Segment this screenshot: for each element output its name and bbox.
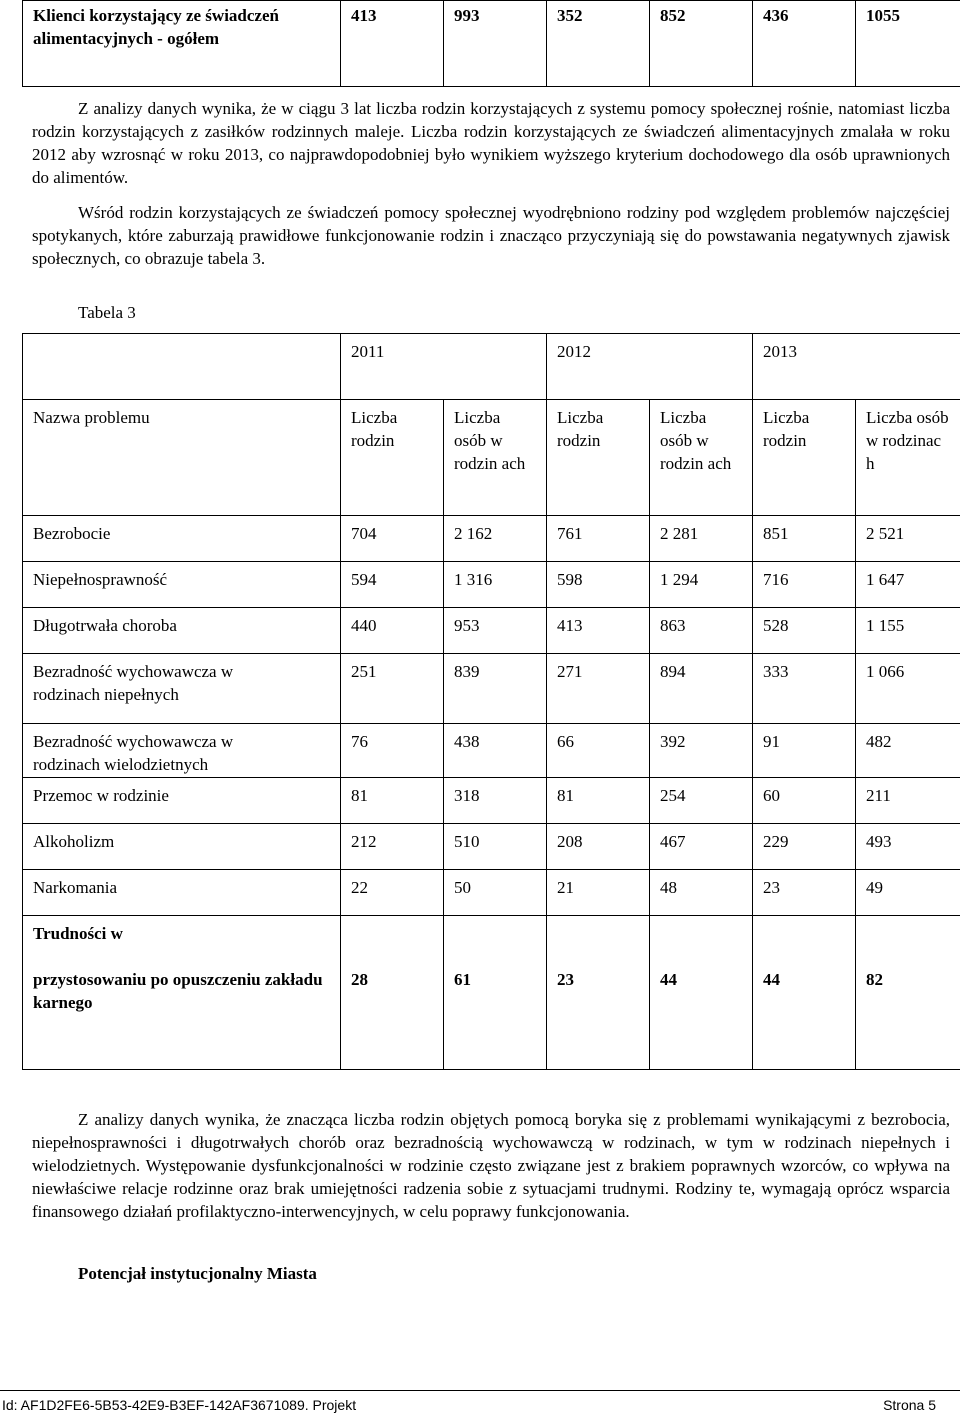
cell-value: 510	[444, 824, 547, 870]
row-name: Alkoholizm	[23, 824, 341, 870]
row-name: Bezradność wychowawcza w rodzinach niepełnych	[23, 654, 341, 724]
cell-value: 440	[341, 608, 444, 654]
cell-value: 208	[547, 824, 650, 870]
problems-table	[22, 333, 960, 1070]
summary-value: 852	[650, 1, 753, 87]
cell-value: 60	[753, 778, 856, 824]
table-row	[23, 870, 960, 916]
column-header: Liczba rodzin	[341, 400, 444, 516]
cell-value: 894	[650, 654, 753, 724]
cell-value: 81	[341, 778, 444, 824]
cell-value: 66	[547, 724, 650, 778]
section-heading: Potencjał instytucjonalny Miasta	[78, 1262, 317, 1285]
column-header: Liczba rodzin	[753, 400, 856, 516]
table-row	[23, 824, 960, 870]
summary-row	[23, 1, 960, 87]
cell-value: 229	[753, 824, 856, 870]
row-name: Bezrobocie	[23, 516, 341, 562]
column-header: Liczba osób w rodzin ach	[650, 400, 753, 516]
row-name: Długotrwała choroba	[23, 608, 341, 654]
row-name: Niepełnosprawność	[23, 562, 341, 608]
summary-value: 413	[341, 1, 444, 87]
summary-label: Klienci korzystający ze świadczeń alimentacyjnych - ogółem	[23, 1, 341, 87]
column-header: Liczba rodzin	[547, 400, 650, 516]
table-row	[23, 516, 960, 562]
cell-value: 594	[341, 562, 444, 608]
cell-value: 211	[856, 778, 960, 824]
row-name: Przemoc w rodzinie	[23, 778, 341, 824]
page-number: Strona 5	[883, 1392, 936, 1418]
paragraph-problems-intro: Wśród rodzin korzystających ze świadczeń pomocy społecznej wyodrębniono rodziny pod względem problemów najczęściej spotykanych, które zaburzają prawidłowe funkcjonowanie rodzin i znacząco przyczyniają się do powstawania negatywnych zjawisk społecznych, co obrazuje tabela 3.	[32, 201, 950, 270]
cell-value: 863	[650, 608, 753, 654]
cell-value: 1 316	[444, 562, 547, 608]
summary-value: 1055	[856, 1, 960, 87]
table-row	[23, 654, 960, 724]
cell-value: 953	[444, 608, 547, 654]
column-header: Liczba osób w rodzin ach	[444, 400, 547, 516]
table-caption: Tabela 3	[78, 301, 136, 324]
years-empty-cell	[23, 334, 341, 400]
spacer	[33, 945, 330, 968]
row-name-line: przystosowaniu po opuszczeniu zakładu karnego	[33, 968, 330, 1014]
paragraph-analysis-1	[32, 97, 950, 189]
cell-value: 704	[341, 516, 444, 562]
cell-value: 482	[856, 724, 960, 778]
cell-value: 2 521	[856, 516, 960, 562]
paragraph-text: Z analizy danych wynika, że znacząca liczba rodzin objętych pomocą boryka się z problemami wynikającymi z bezrobocia, niepełnosprawności i długotrwałych chorób oraz bezradnością wychowawczą w rodzinach, w tym w rodzinach niepełnych i wielodzietnych. Występowanie dysfunkcjonalności w rodzinie często związane jest z brakiem poprawnych wzorców, co wpływa na niewłaściwe relacje rodzinne oraz brak umiejętności radzenia sobie z sytuacjami trudnymi. Rodziny te, wymagają oprócz wsparcia finansowego działań profilaktyczno-interwencyjnych, w celu poprawy funkcjonowania.	[32, 1110, 950, 1221]
cell-value: 598	[547, 562, 650, 608]
summary-value: 436	[753, 1, 856, 87]
cell-value: 82	[856, 916, 960, 1070]
cell-value: 839	[444, 654, 547, 724]
cell-value: 2 162	[444, 516, 547, 562]
cell-value: 333	[753, 654, 856, 724]
cell-value: 76	[341, 724, 444, 778]
page-footer	[0, 1390, 960, 1417]
row-name	[23, 916, 341, 1070]
footer-id: Id: AF1D2FE6-5B53-42E9-B3EF-142AF3671089. Projekt	[2, 1392, 356, 1418]
cell-value: 44	[753, 916, 856, 1070]
cell-value: 2 281	[650, 516, 753, 562]
cell-value: 23	[753, 870, 856, 916]
column-header-row	[23, 400, 960, 516]
table-row	[23, 778, 960, 824]
cell-value: 851	[753, 516, 856, 562]
cell-value: 254	[650, 778, 753, 824]
year-header: 2011	[341, 334, 547, 400]
cell-value: 50	[444, 870, 547, 916]
row-name-line: Trudności w	[33, 922, 330, 945]
summary-table	[22, 0, 960, 87]
cell-value: 251	[341, 654, 444, 724]
cell-value: 467	[650, 824, 753, 870]
cell-value: 493	[856, 824, 960, 870]
table-row	[23, 608, 960, 654]
cell-value: 1 647	[856, 562, 960, 608]
cell-value: 212	[341, 824, 444, 870]
cell-value: 22	[341, 870, 444, 916]
cell-value: 1 294	[650, 562, 753, 608]
table-row	[23, 562, 960, 608]
cell-value: 28	[341, 916, 444, 1070]
table-body	[23, 516, 960, 916]
paragraph-analysis-2	[32, 1108, 950, 1223]
summary-value: 993	[444, 1, 547, 87]
cell-value: 61	[444, 916, 547, 1070]
cell-value: 438	[444, 724, 547, 778]
year-header: 2013	[753, 334, 960, 400]
cell-value: 44	[650, 916, 753, 1070]
paragraph-text: Z analizy danych wynika, że w ciągu 3 lat liczba rodzin korzystających z systemu pomocy społecznej rośnie, natomiast liczba rodzin korzystających z zasiłków rodzinnych maleje. Liczba rodzin korzystających ze świadczeń alimentacyjnych zmalała w roku 2012 aby wzrosnąć w roku 2013, co najprawdopodobniej było wynikiem wyższego kryterium dochodowego dla osób uprawnionych do alimentów.	[32, 99, 950, 187]
cell-value: 21	[547, 870, 650, 916]
year-header: 2012	[547, 334, 753, 400]
cell-value: 1 066	[856, 654, 960, 724]
cell-value: 48	[650, 870, 753, 916]
column-header-name: Nazwa problemu	[23, 400, 341, 516]
table-row	[23, 916, 960, 1070]
column-header: Liczba osób w rodzinac h	[856, 400, 960, 516]
cell-value: 91	[753, 724, 856, 778]
cell-value: 1 155	[856, 608, 960, 654]
summary-value: 352	[547, 1, 650, 87]
cell-value: 81	[547, 778, 650, 824]
table-row	[23, 724, 960, 778]
cell-value: 23	[547, 916, 650, 1070]
cell-value: 49	[856, 870, 960, 916]
row-name: Bezradność wychowawcza w rodzinach wielodzietnych	[23, 724, 341, 778]
cell-value: 413	[547, 608, 650, 654]
cell-value: 318	[444, 778, 547, 824]
cell-value: 392	[650, 724, 753, 778]
cell-value: 716	[753, 562, 856, 608]
cell-value: 761	[547, 516, 650, 562]
cell-value: 528	[753, 608, 856, 654]
row-name: Narkomania	[23, 870, 341, 916]
cell-value: 271	[547, 654, 650, 724]
years-row	[23, 334, 960, 400]
